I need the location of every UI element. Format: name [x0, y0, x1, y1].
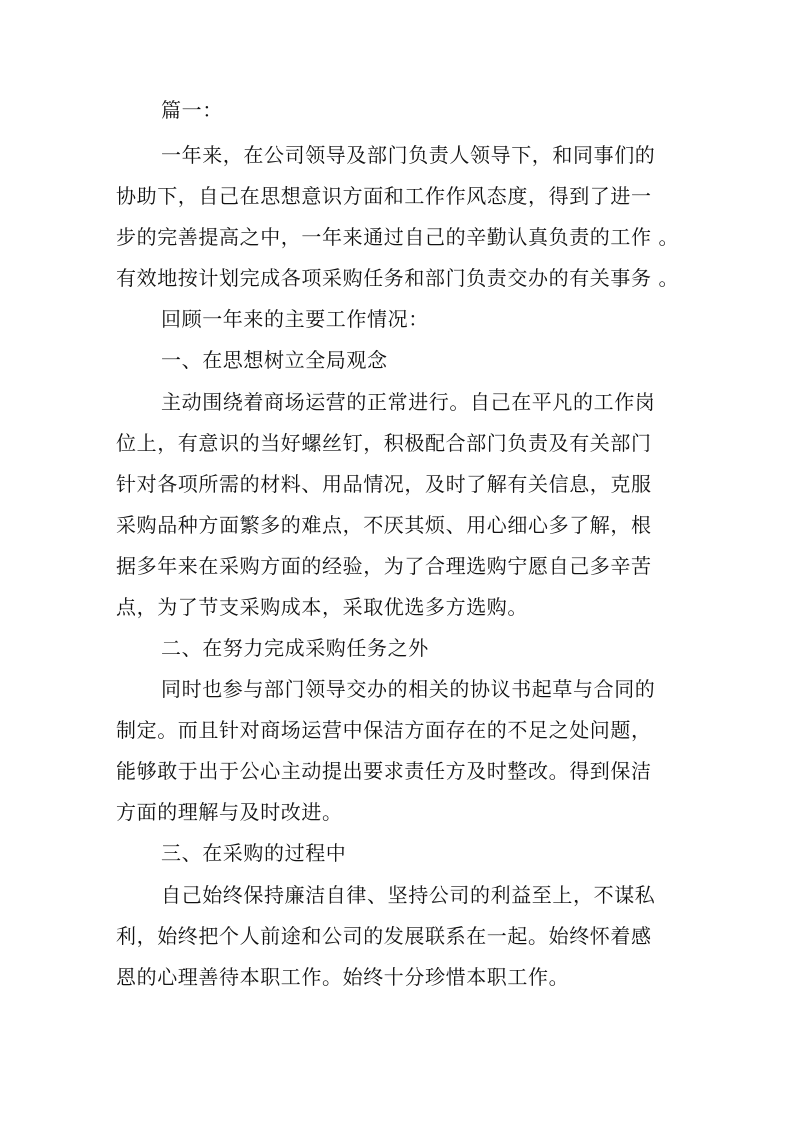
paragraph-line: 据多年来在采购方面的经验，为了合理选购宁愿自己多辛苦: [116, 554, 652, 578]
paragraph-line: 一年来，在公司领导及部门负责人领导下，和同事们的: [161, 143, 656, 167]
paragraph-line: 步的完善提高之中，一年来通过自己的辛勤认真负责的工作 。: [116, 225, 680, 249]
paragraph-line: 主动围绕着商场运营的正常进行。自己在平凡的工作岗: [161, 390, 656, 414]
paragraph-line: 恩的心理善待本职工作。始终十分珍惜本职工作。: [116, 965, 570, 989]
paragraph-line: 制定。而且针对商场运营中保洁方面存在的不足之处问题，: [116, 718, 652, 742]
section-heading-two: 二、在努力完成采购任务之外: [161, 636, 429, 660]
summary-heading: 回顾一年来的主要工作情况：: [161, 307, 429, 331]
paragraph-line: 位上，有意识的当好螺丝钉，积极配合部门负责及有关部门: [116, 431, 652, 455]
paragraph-line: 方面的理解与及时改进。: [116, 800, 343, 824]
paragraph-line: 同时也参与部门领导交办的相关的协议书起草与合同的: [161, 677, 656, 701]
paragraph-line: 针对各项所需的材料、用品情况，及时了解有关信息，克服: [116, 472, 652, 496]
paragraph-line: 自己始终保持廉洁自律、坚持公司的利益至上，不谋私: [161, 883, 656, 907]
paragraph-line: 利，始终把个人前途和公司的发展联系在一起。始终怀着感: [116, 924, 652, 948]
section-heading-three: 三、在采购的过程中: [161, 841, 347, 865]
paragraph-line: 协助下，自己在思想意识方面和工作作风态度，得到了进一: [116, 184, 652, 208]
section-heading-one: 一、在思想树立全局观念: [161, 348, 388, 372]
paragraph-line: 点，为了节支采购成本，采取优选多方选购。: [116, 595, 528, 619]
section-label-part-one: 篇一：: [161, 98, 223, 122]
paragraph-line: 能够敢于出于公心主动提出要求责任方及时整改。得到保洁: [116, 759, 652, 783]
paragraph-line: 有效地按计划完成各项采购任务和部门负责交办的有关事务 。: [116, 266, 680, 290]
paragraph-line: 采购品种方面繁多的难点，不厌其烦、用心细心多了解，根: [116, 513, 652, 537]
